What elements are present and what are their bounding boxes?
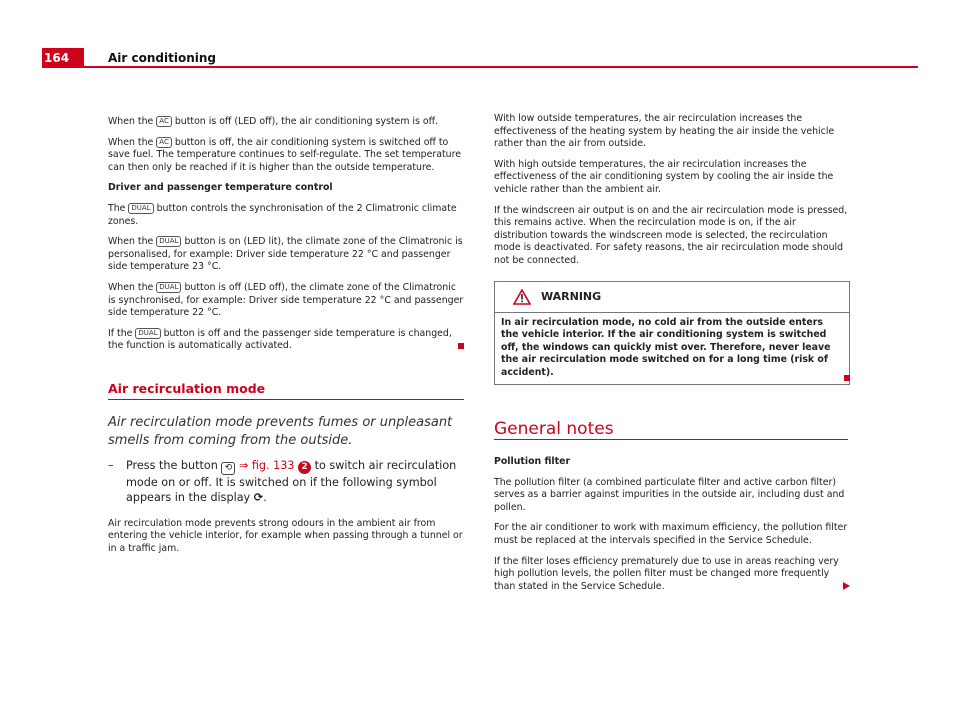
section-title-general-notes: General notes <box>494 418 614 439</box>
recirculation-button-icon: ⟲ <box>221 462 235 475</box>
right-column <box>494 113 850 601</box>
ac-key: AC <box>156 137 172 148</box>
section-intro: Air recirculation mode prevents fumes or unpleasant smells from coming from the outside. <box>108 414 453 448</box>
text: When the <box>108 236 157 248</box>
section-title-air-recirculation: Air recirculation mode <box>108 380 266 396</box>
warning-body: In air recirculation mode, no cold air from the outside enters the vehicle interior. If the air conditioning system is switched off, the windows can quickly mist over. Therefore, never leave the air recirculation mode switched on for a long time (risk of accident). <box>501 316 831 378</box>
page-number: 164 <box>44 51 70 65</box>
paragraph-ac-off <box>108 116 464 129</box>
text: button is off, the air conditioning system is switched off to save fuel. The temperature continues to self-regulate. The set temperature can then only be reached if it is higher than the outside temperature. <box>108 136 461 173</box>
text: If the <box>108 327 136 339</box>
text: When the <box>108 281 157 293</box>
dual-key: DUAL <box>135 328 160 339</box>
text: button is off and the passenger side temperature is changed, the function is automatically activated. <box>108 327 452 352</box>
paragraph-ac-save-fuel <box>108 137 464 175</box>
paragraph-windscreen: If the windscreen air output is on and the air recirculation mode is pressed, this remains active. When the recirculation mode is on, if the air distribution towards the windscreen mode is selected, the recirculation mode is deactivated. For safety reasons, the air recirculation mode should not be connected. <box>494 204 848 266</box>
continue-arrow-icon <box>843 582 850 590</box>
text: button controls the synchronisation of the 2 Climatronic climate zones. <box>108 202 457 227</box>
text: button is off (LED off), the air conditioning system is off. <box>171 116 439 127</box>
warning-header <box>495 282 849 313</box>
recirculation-symbol-icon: ⟳ <box>253 491 264 504</box>
paragraph-dual-on <box>108 236 464 274</box>
warning-title: WARNING <box>541 289 602 303</box>
text: If the filter loses efficiency prematurely due to use in areas reaching very high pollution levels, the pollen filter must be changed more frequently than stated in the Service Schedule. <box>494 555 839 592</box>
paragraph-low-temp: With low outside temperatures, the air recirculation increases the effectiveness of the heating system by heating the air inside the vehicle rather than the air from outside. <box>494 113 835 150</box>
text: button is on (LED lit), the climate zone of the Climatronic is personalised, for example: Driver side temperature 22 °C and passenger side temperature 23 °C. <box>108 236 463 273</box>
section-end-marker <box>844 375 850 381</box>
paragraph-recirculation-odours: Air recirculation mode prevents strong odours in the ambient air from entering the vehicle interior, for example when passing through a tunnel or in a traffic jam. <box>108 517 463 554</box>
section-end-marker <box>458 343 464 349</box>
figure-link[interactable]: ⇒ fig. 133 <box>238 458 295 472</box>
text: to switch air recirculation mode on or off. It is switched on if the following symbol appears in the display <box>126 458 457 504</box>
warning-triangle-icon <box>513 289 531 305</box>
subheading-temperature-control: Driver and passenger temperature control <box>108 182 333 194</box>
dual-key: DUAL <box>156 236 181 247</box>
instruction-step <box>108 458 464 506</box>
paragraph-dual-sync <box>108 203 464 228</box>
step-dash: – <box>108 458 114 472</box>
section-rule <box>494 439 848 440</box>
paragraph-filter-efficiency <box>494 556 850 594</box>
dual-key: DUAL <box>128 203 153 214</box>
text: When the <box>108 136 157 148</box>
paragraph-high-temp: With high outside temperatures, the air recirculation increases the effectiveness of the air conditioning system by cooling the air inside the vehicle rather than the ambient air. <box>494 158 834 195</box>
header-rule <box>84 66 918 68</box>
text: The <box>108 202 129 214</box>
text: Press the button <box>126 458 222 472</box>
dual-key: DUAL <box>156 282 181 293</box>
paragraph-dual-off <box>108 282 464 320</box>
text: When the <box>108 116 157 127</box>
page-header-title: Air conditioning <box>108 51 216 65</box>
subheading-pollution-filter: Pollution filter <box>494 456 571 468</box>
left-column <box>108 116 464 563</box>
text: . <box>263 491 267 504</box>
paragraph-filter-replace: For the air conditioner to work with maximum efficiency, the pollution filter must be replaced at the intervals specified in the Service Schedule. <box>494 522 848 547</box>
paragraph-dual-auto <box>108 328 464 353</box>
text: button is off (LED off), the climate zone of the Climatronic is synchronised, for example: Driver side temperature 22 °C and passenger side temperature 22 °C. <box>108 281 464 319</box>
callout-number: 2 <box>298 461 311 474</box>
section-rule <box>108 399 464 400</box>
warning-box <box>494 281 850 385</box>
ac-key: AC <box>156 116 172 127</box>
paragraph-filter-barrier: The pollution filter (a combined particulate filter and active carbon filter) serves as a barrier against impurities in the outside air, including dust and pollen. <box>494 476 845 513</box>
